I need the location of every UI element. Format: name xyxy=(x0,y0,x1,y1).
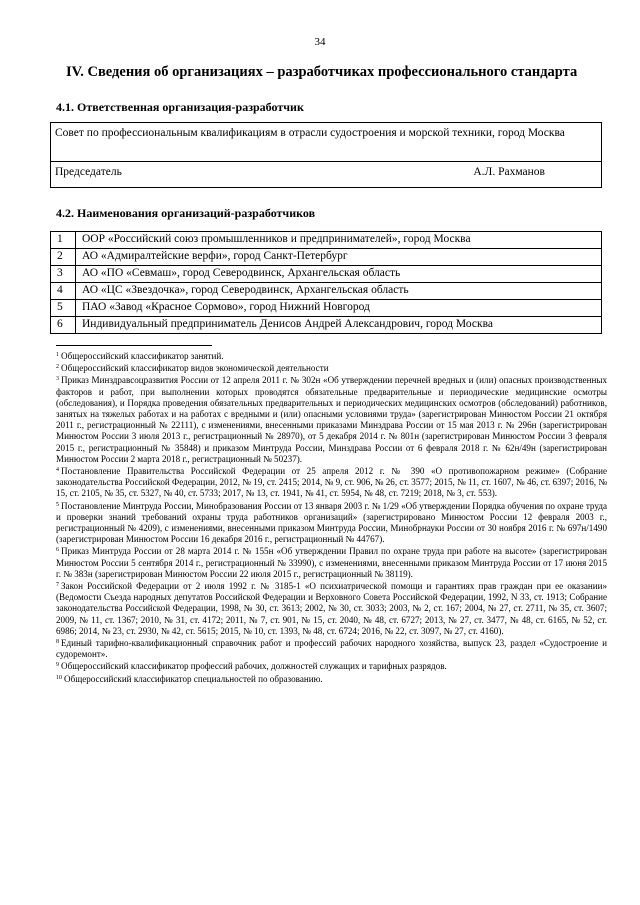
footnote-text: Общероссийский классификатор занятий. xyxy=(61,351,224,361)
responsible-org-row xyxy=(51,123,602,162)
footnote-separator xyxy=(56,345,212,346)
developer-orgs-table xyxy=(50,231,602,334)
footnote-text: Общероссийский классификатор профессий рабочих, должностей служащих и тарифных разрядов. xyxy=(61,661,447,672)
footnote-number: 5 xyxy=(56,501,59,508)
footnote xyxy=(56,362,607,374)
footnote-number: 10 xyxy=(56,674,62,681)
row-number: 4 xyxy=(51,283,76,300)
footnote-number: 9 xyxy=(56,662,59,669)
table-row xyxy=(51,232,602,249)
footnote-number: 8 xyxy=(56,639,59,646)
developer-orgs-heading: 4.2. Наименования организаций-разработчиков xyxy=(56,206,316,220)
table-row xyxy=(51,317,602,334)
responsible-org-heading: 4.1. Ответственная организация-разработчик xyxy=(56,100,304,114)
footnote xyxy=(56,673,607,685)
row-number: 1 xyxy=(51,232,76,249)
org-name: АО «Адмиралтейские верфи», город Санкт-Петербург xyxy=(76,249,602,266)
row-number: 6 xyxy=(51,317,76,334)
footnote-text: Приказ Минтруда России от 28 марта 2014 г. № 155н «Об утверждении Правил по охране труда при работе на высоте» (зарегистрирован Минюстом России 5 сентября 2014 г., регистрационный № 33990), с изменениями, внесенными приказом Минтруда России от 17 июня 2015 г. № 383н (зарегистрирован Минюстом России 22 июля 2015 г., регистрационный № 38119). xyxy=(56,546,607,579)
footnote-number: 2 xyxy=(56,364,59,371)
footnote-number: 1 xyxy=(56,352,59,358)
footnote-text: Общероссийский классификатор видов экономической деятельности xyxy=(61,363,329,374)
footnote xyxy=(56,465,607,500)
org-name: АО «ПО «Севмаш», город Северодвинск, Архангельская область xyxy=(76,266,602,283)
footnote-number: 7 xyxy=(56,582,59,589)
footnote xyxy=(56,545,607,580)
footnotes xyxy=(56,350,607,685)
table-row xyxy=(51,283,602,300)
page-number: 34 xyxy=(314,36,326,48)
responsible-chair-cell xyxy=(51,162,602,188)
org-name: ПАО «Завод «Красное Сормово», город Нижний Новгород xyxy=(76,300,602,317)
org-name: Индивидуальный предприниматель Денисов Андрей Александрович, город Москва xyxy=(76,317,602,334)
table-row xyxy=(51,249,602,266)
footnote xyxy=(56,500,607,546)
section-title: IV. Сведения об организациях – разработчиках профессионального стандарта xyxy=(66,64,578,80)
chair-position: Председатель xyxy=(55,166,122,178)
footnote-text: Приказ Минздравсоцразвития России от 12 апреля 2011 г. № 302н «Об утверждении перечней вредных и (или) опасных производственных факторов и работ, при выполнении которых проводятся обязательные предварительные и периодические медицинские осмотры (обследования), и Порядка проведения обязательных предварительных и периодических медицинских осмотров (обследований) работников, занятых на тяжелых работах и на работах с вредными и (или) опасными условиями труда» (зарегистрирован Минюстом России 21 октября 2011 г., регистрационный № 22111), с изменениями, внесенными приказами Минздрава России от 15 мая 2013 г. № 296н (зарегистрирован Минюстом России 3 июля 2013 г., регистрационный № 28970), от 5 декабря 2014 г. № 801н (зарегистрирован Минюстом России 3 февраля 2015 г., регистрационный № 35848) и приказом Минтруда России, Минздрава России от 6 февраля 2018 г. № 62н/49н (зарегистрирован Минюстом России 2 марта 2018 г., регистрационный № 50237). xyxy=(56,375,607,464)
footnote xyxy=(56,580,607,637)
footnote-number: 3 xyxy=(56,376,59,383)
responsible-chair-row xyxy=(51,162,602,188)
row-number: 5 xyxy=(51,300,76,317)
table-row xyxy=(51,300,602,317)
row-number: 3 xyxy=(51,266,76,283)
responsible-org-name: Совет по профессиональным квалификациям в отрасли судостроения и морской техники, город Москва xyxy=(51,123,602,162)
footnote-number: 6 xyxy=(56,547,59,554)
footnote-number: 4 xyxy=(56,467,59,474)
row-number: 2 xyxy=(51,249,76,266)
org-name: АО «ЦС «Звездочка», город Северодвинск, Архангельская область xyxy=(76,283,602,300)
footnote-text: Единый тарифно-квалификационный справочник работ и профессий рабочих народного хозяйства, выпуск 23, раздел «Судостроение и судоремонт». xyxy=(56,638,607,660)
footnote xyxy=(56,374,607,465)
footnote xyxy=(56,350,607,362)
org-name: ООР «Российский союз промышленников и предпринимателей», город Москва xyxy=(76,232,602,249)
chair-person: А.Л. Рахманов xyxy=(473,166,545,178)
footnote-text: Закон Российской Федерации от 2 июля 1992 г. № 3185-1 «О психиатрической помощи и гарантиях прав граждан при ее оказании» (Ведомости Съезда народных депутатов Российской Федерации и Верховного Совета Российской Федерации, 1992, N 33, ст. 1913; Собрание законодательства Российской Федерации, 1998, № 30, ст. 3613; 2002, № 30, ст. 3033; 2003, № 2, ст. 167; 2004, № 27, ст. 2711, № 35, ст. 3607; 2009, № 11, ст. 1367; 2010, № 31, ст. 4172; 2011, № 7, ст. 901, № 15, ст. 2040, № 48, ст. 6727; 2013, № 27, ст. 3477, № 48, ст. 6165, № 52, ст. 6986; 2014, № 23, ст. 2930, № 42, ст. 5615; 2015, № 10, ст. 1393, № 48, ст. 6724; 2016, № 22, ст. 3097, № 27, ст. 4160). xyxy=(56,581,607,636)
footnote xyxy=(56,660,607,672)
footnote xyxy=(56,637,607,660)
responsible-org-table xyxy=(50,122,602,188)
footnote-text: Общероссийский классификатор специальностей по образованию. xyxy=(64,673,323,684)
footnote-text: Постановление Минтруда России, Минобразования России от 13 января 2003 г. № 1/29 «Об утверждении Порядка обучения по охране труда и проверки знаний требований охраны труда работников организаций» (зарегистрировано Минюстом России 12 февраля 2003 г., регистрационный № 4209), с изменениями, внесенными приказом Минтруда России, Минобрнауки России от 30 ноября 2016 г. № 697н/1490 (зарегистрирован Минюстом России 16 декабря 2016 г., регистрационный № 44767). xyxy=(56,500,607,545)
footnote-text: Постановление Правительства Российской Федерации от 25 апреля 2012 г. № 390 «О противопожарном режиме» (Собрание законодательства Российской Федерации, 2012, № 19, ст. 2415; 2014, № 9, ст. 906, № 26, ст. 3577; 2015, № 11, ст. 1607, № 46, ст. 6397; 2016, № 15, ст. 2105, № 35, ст. 5327, № 40, ст. 5733; 2017, № 13, ст. 1941, № 41, ст. 5954, № 48, ст. 7219; 2018, № 3, ст. 553). xyxy=(56,466,607,499)
table-row xyxy=(51,266,602,283)
